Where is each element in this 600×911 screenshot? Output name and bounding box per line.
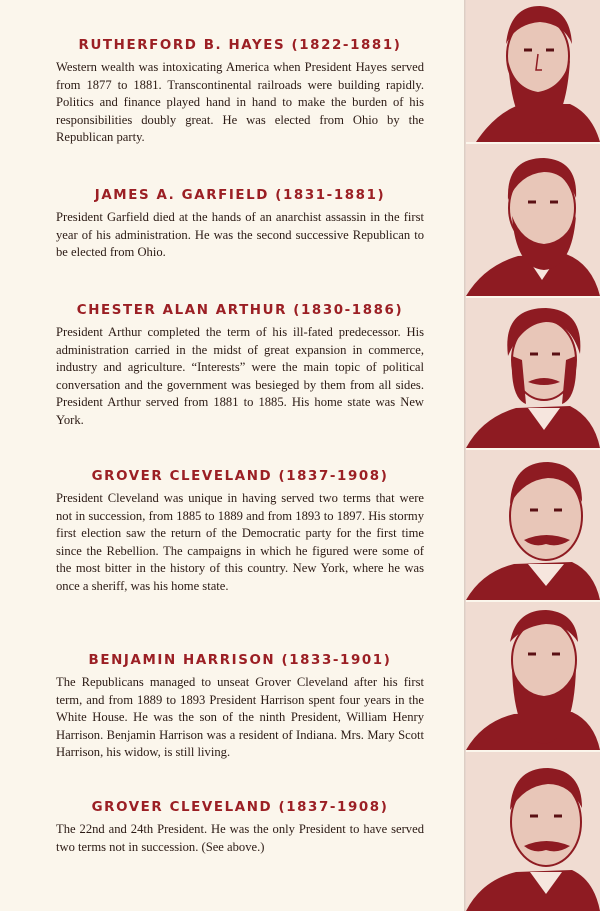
entry-heading: JAMES A. GARFIELD (1831-1881) bbox=[94, 188, 386, 203]
portrait-harrison bbox=[466, 602, 600, 752]
entry-hayes bbox=[56, 38, 424, 147]
entry-heading: GROVER CLEVELAND (1837-1908) bbox=[91, 800, 389, 815]
entry-body: President Arthur completed the term of his ill-fated predecessor. His administration carried in the midst of great expansion in commerce, industry and agriculture. “Interests” were the main topic of political conversation and the government was besieged by them from all sides. President Arthur served from 1881 to 1885. His home state was New York. bbox=[56, 325, 424, 427]
portrait-hayes bbox=[466, 0, 600, 144]
entry-garfield bbox=[56, 188, 424, 262]
entry-heading: CHESTER ALAN ARTHUR (1830-1886) bbox=[76, 303, 404, 318]
entry-body: The Republicans managed to unseat Grover Cleveland after his first term, and from 1889 to 1893 President Harrison spent four years in the White House. He was the son of the ninth President, William Henry Harrison. Benjamin Harrison was a resident of Indiana. Mrs. Mary Scott Harrison, his widow, is still living. bbox=[56, 675, 424, 760]
entry-heading: RUTHERFORD B. HAYES (1822-1881) bbox=[78, 38, 402, 53]
entry-harrison bbox=[56, 653, 424, 762]
entry-cleveland-second bbox=[56, 800, 424, 856]
portrait-garfield bbox=[466, 144, 600, 298]
entry-arthur bbox=[56, 303, 424, 430]
portrait-cleveland-second bbox=[466, 752, 600, 911]
entry-body: President Garfield died at the hands of an anarchist assassin in the first year of his administration. He was the second successive Republican to be elected from Ohio. bbox=[56, 210, 424, 260]
entry-heading: GROVER CLEVELAND (1837-1908) bbox=[91, 469, 389, 484]
portrait-arthur bbox=[466, 298, 600, 450]
entry-body: The 22nd and 24th President. He was the only President to have served two terms not in succession. (See above.) bbox=[56, 822, 424, 854]
entry-body: Western wealth was intoxicating America when President Hayes served from 1877 to 1881. Transcontinental railroads were building rapidly. Politics and finance played hand in hand to make the burden of his responsibilities doubly great. He was elected from Ohio by the Republican party. bbox=[56, 60, 424, 145]
entry-body: President Cleveland was unique in having served two terms that were not in succession, from 1885 to 1889 and from 1893 to 1897. His stormy first election saw the return of the Democratic party for the first time since the Rebellion. The campaigns in which he figured were some of the most bitter in the history of this country. New York, where he was once a sheriff, was his home state. bbox=[56, 491, 424, 593]
entry-cleveland bbox=[56, 469, 424, 596]
entry-heading: BENJAMIN HARRISON (1833-1901) bbox=[88, 653, 392, 668]
portrait-strip bbox=[466, 0, 600, 911]
portrait-cleveland bbox=[466, 450, 600, 602]
